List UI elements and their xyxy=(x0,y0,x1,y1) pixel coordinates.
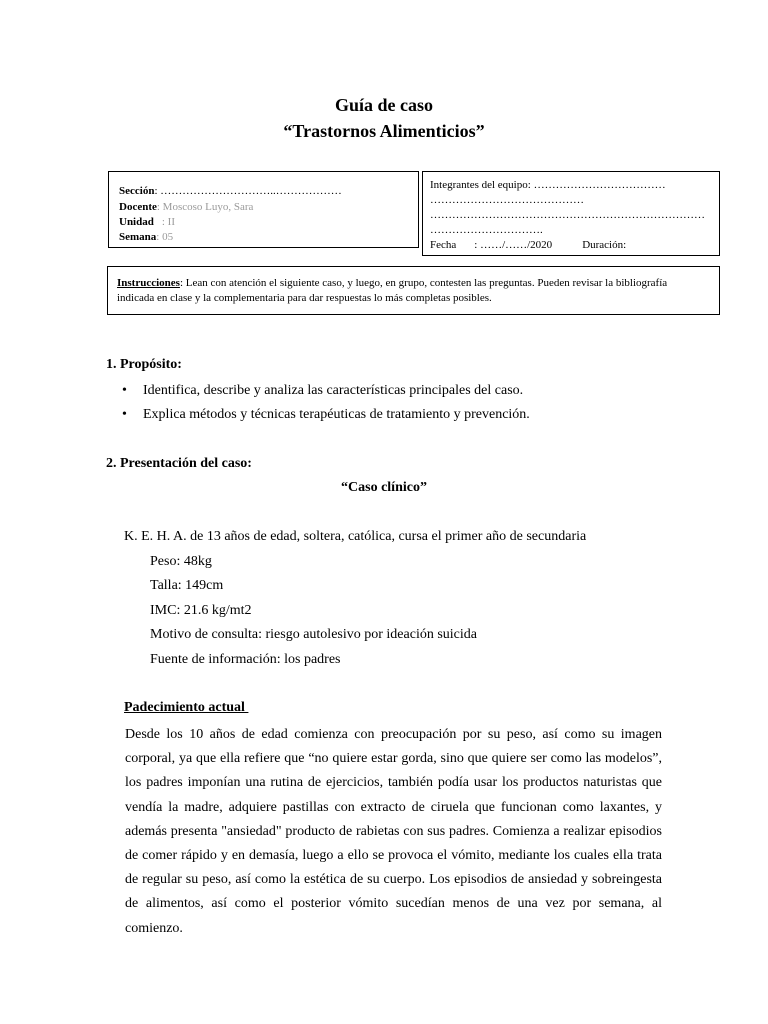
integrantes-line3: ………………………………………………………………… xyxy=(430,209,705,221)
paragraph-line: corporal, ya que ella refiere que “no quiere estar gorda, sino que quiere ser como las modelos”, xyxy=(125,751,662,767)
integrantes-line4: …………………………. xyxy=(430,224,543,236)
instructions-label: Instrucciones xyxy=(117,277,180,289)
purpose-item-1-text: Identifica, describe y analiza las características principales del caso. xyxy=(143,383,524,398)
detail-peso: Peso: 48kg xyxy=(150,554,212,569)
docente-value: : Moscoso Luyo, Sara xyxy=(156,201,254,213)
paragraph-line: vendía la madre, adquiere pastillas con extracto de ciruela que funcionan como laxantes, y xyxy=(125,799,662,815)
instructions-line1 xyxy=(117,275,712,291)
paragraph-line: Desde los 10 años de edad comienza con preocupación por su peso, así como su imagen xyxy=(125,727,662,742)
course-info-box xyxy=(108,171,419,248)
team-info-box xyxy=(422,171,720,256)
integrantes-line1: ……………………………… xyxy=(530,179,666,191)
fecha-label: Fecha xyxy=(430,239,457,251)
detail-fuente: Fuente de información: los padres xyxy=(150,652,341,667)
duracion-label: Duración: xyxy=(582,239,627,251)
section1-heading: 1. Propósito: xyxy=(106,357,182,372)
seccion-row xyxy=(119,183,342,199)
seccion-label: Sección xyxy=(119,185,155,197)
paragraph-line: de alimentos, así como el posterior vómito sucedían menos de una vez por semana, al comienzo. xyxy=(125,896,662,936)
bullet-icon: • xyxy=(122,407,127,422)
instructions-text-line2: indicada en clase y la complementaria para dar respuestas lo más completas posibles. xyxy=(117,292,492,304)
paragraph-line: de regular su peso, así como la estética de su cuerpo. Los episodios de ansiedad y sobreingesta xyxy=(125,872,662,888)
purpose-item-2 xyxy=(122,406,530,424)
docente-label: Docente xyxy=(119,201,157,213)
patient-intro: K. E. H. A. de 13 años de edad, soltera, católica, cursa el primer año de secundaria xyxy=(124,529,587,544)
fecha-value: : ……/……/2020 xyxy=(474,239,553,251)
paragraph-line: de comer rápido y en demasía, luego a ello se provoca el vómito, mediante los cuales ella trata xyxy=(125,848,662,864)
integrantes-line2: …………………………………… xyxy=(430,194,584,206)
integrantes-label: Integrantes del equipo: xyxy=(430,179,531,191)
seccion-value: : …………………………..……………… xyxy=(154,185,342,197)
purpose-item-1 xyxy=(122,382,524,400)
document-title-line2: “Trastornos Alimenticios” xyxy=(283,121,485,141)
integrantes-row xyxy=(430,177,666,193)
case-title: “Caso clínico” xyxy=(341,480,427,495)
fecha-row xyxy=(430,237,626,253)
instructions-text-line1: : Lean con atención el siguiente caso, y luego, en grupo, contesten las preguntas. Pueden revisar la bibliografía xyxy=(179,277,668,289)
document-title-line1: Guía de caso xyxy=(334,95,433,115)
paragraph-line: además presenta "ansiedad" producto de rabietas con sus padres. Comienza a realizar episodios xyxy=(125,823,662,839)
docente-row xyxy=(119,199,253,215)
unidad-row xyxy=(119,214,175,230)
padecimiento-paragraph xyxy=(125,723,662,941)
purpose-item-2-text: Explica métodos y técnicas terapéuticas de tratamiento y prevención. xyxy=(143,407,530,422)
detail-talla: Talla: 149cm xyxy=(150,578,224,593)
padecimiento-heading: Padecimiento actual xyxy=(124,700,249,715)
unidad-value: : II xyxy=(161,216,175,228)
detail-motivo: Motivo de consulta: riesgo autolesivo por ideación suicida xyxy=(150,627,477,642)
semana-value: : 05 xyxy=(156,231,174,243)
semana-row xyxy=(119,229,173,245)
bullet-icon: • xyxy=(122,383,127,398)
unidad-label: Unidad xyxy=(119,216,154,228)
instructions-box xyxy=(107,266,720,315)
detail-imc: IMC: 21.6 kg/mt2 xyxy=(150,603,252,618)
section2-heading: 2. Presentación del caso: xyxy=(106,456,252,471)
semana-label: Semana xyxy=(119,231,157,243)
paragraph-line: los padres imponían una rutina de ejercicios, también podía usar los productos naturistas que xyxy=(125,775,662,791)
